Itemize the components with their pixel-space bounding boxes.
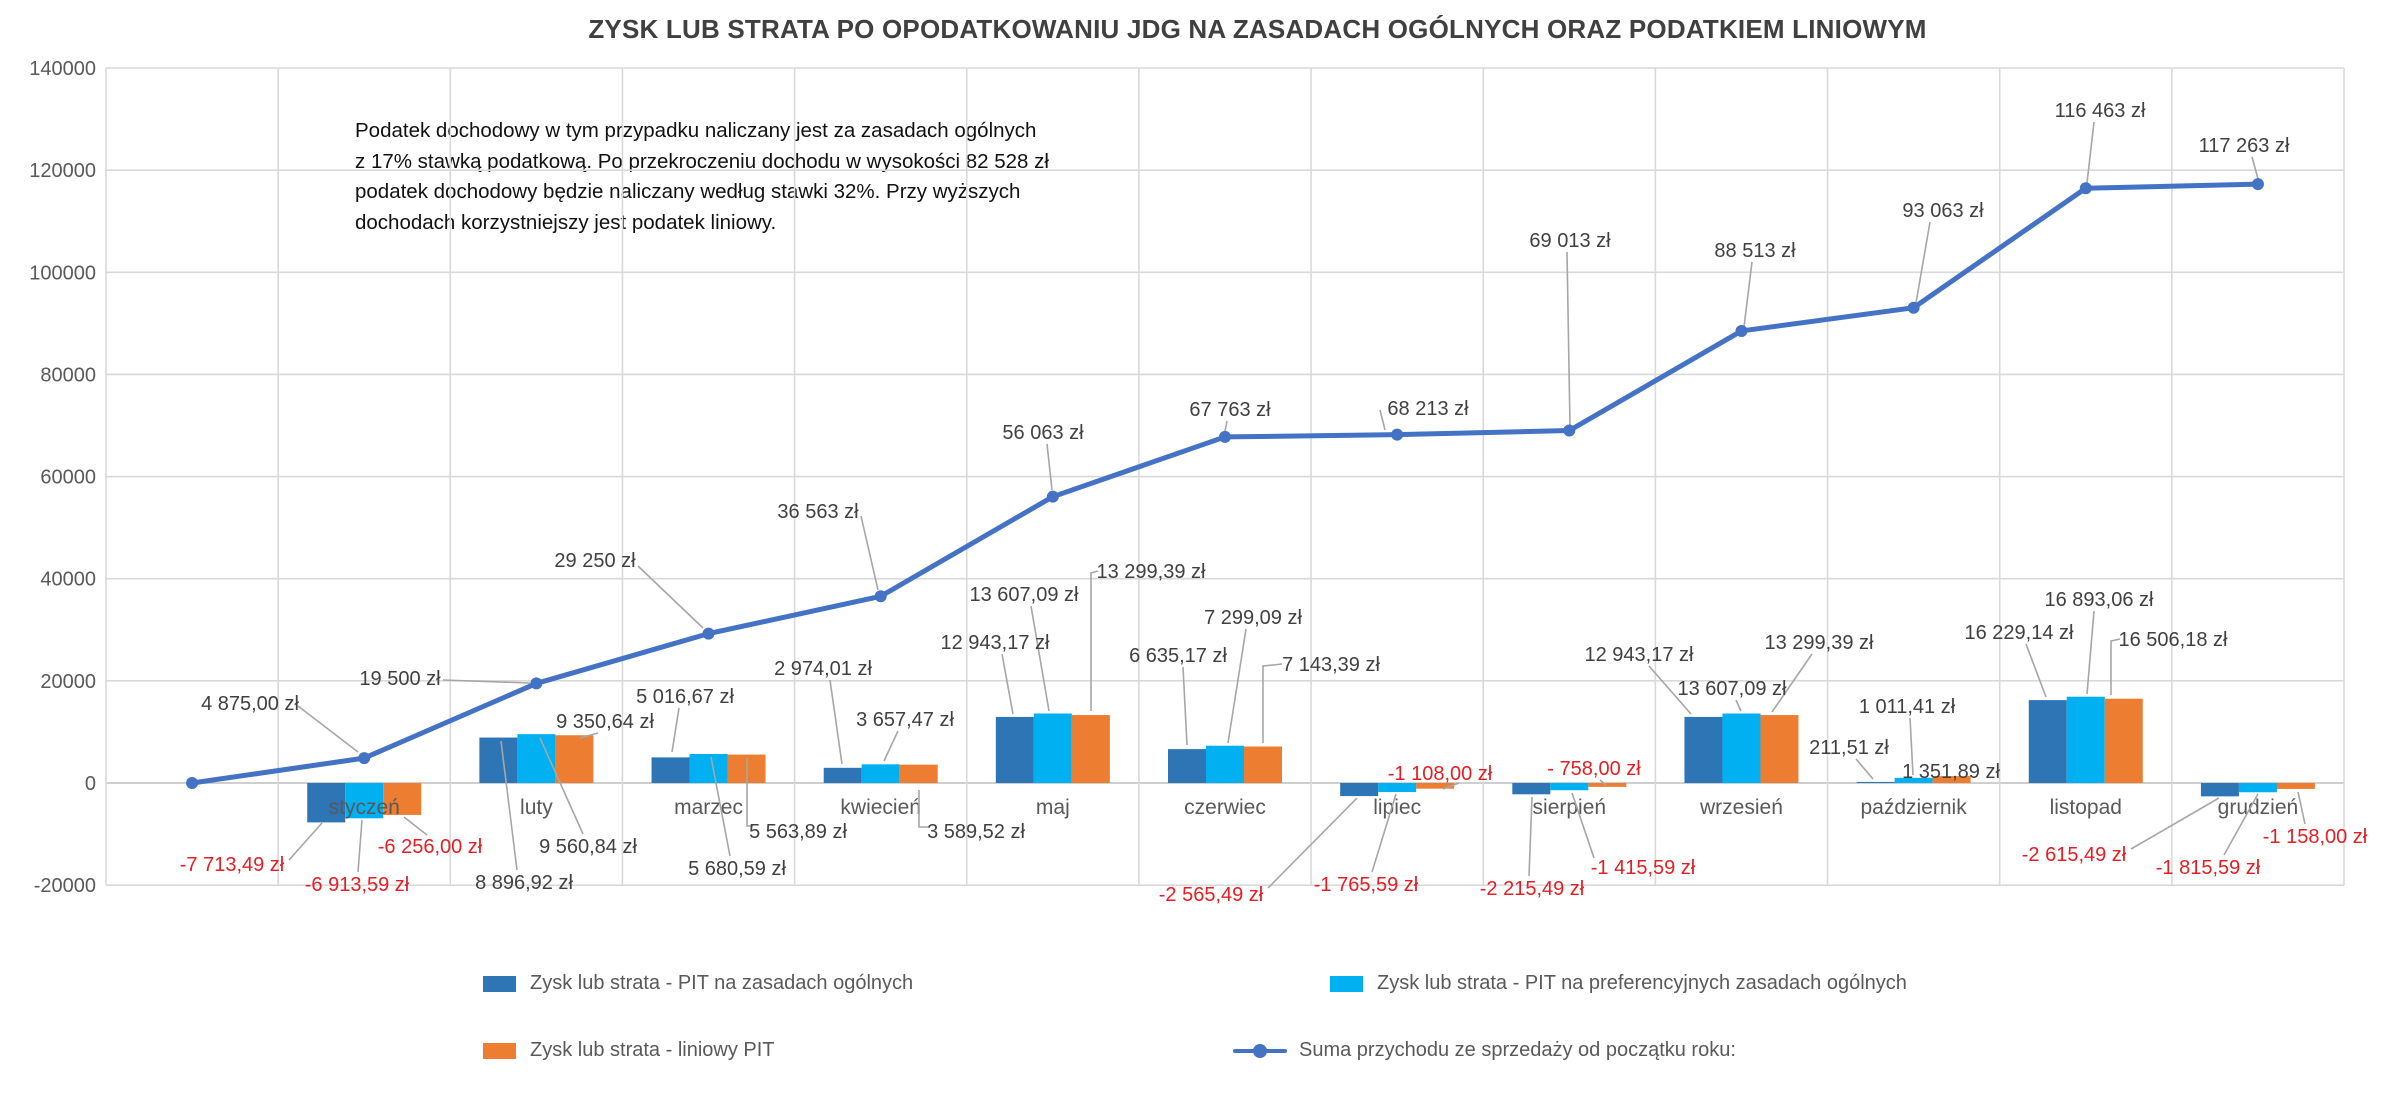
bar-3-sierpień[interactable] [1588, 783, 1626, 787]
bar-label: 1 351,89 zł [1902, 761, 2000, 783]
bar-3-maj[interactable] [1072, 715, 1110, 783]
leader-line [1856, 759, 1873, 779]
y-tick-label: 120000 [29, 160, 96, 183]
y-tick-label: -20000 [33, 875, 96, 898]
month-label: marzec [674, 796, 743, 819]
leader-line [1263, 664, 1282, 743]
annotation-line: podatek dochodowy będzie naliczany według stawki 32%. Przy wyższych [355, 180, 1021, 203]
leader-line [2131, 798, 2219, 849]
legend-line-marker-icon [1233, 1042, 1287, 1060]
bar-label: 2 974,01 zł [774, 658, 872, 680]
line-marker-8[interactable] [1563, 425, 1575, 437]
bar-2-sierpień[interactable] [1550, 783, 1588, 790]
line-label: 117 263 zł [2198, 135, 2290, 157]
y-tick-label: 100000 [29, 262, 96, 285]
leader-line [1002, 654, 1013, 714]
legend-item-liniowy-pit[interactable] [483, 1039, 775, 1062]
month-label: listopad [2049, 796, 2122, 819]
legend-item-pit-preferencyjne[interactable] [1330, 972, 1907, 995]
bar-label: -2 615,49 zł [2021, 844, 2127, 866]
x-axis-labels [329, 796, 2299, 819]
bar-2-listopad[interactable] [2067, 697, 2105, 783]
bar-label: -1 415,59 zł [1590, 857, 1696, 879]
chart-title: ZYSK LUB STRATA PO OPODATKOWANIU JDG NA ZASADACH OGÓLNYCH ORAZ PODATKIEM LINIOWYM [588, 14, 1927, 44]
line-marker-6[interactable] [1219, 431, 1231, 443]
bar-label: 1 011,41 zł [1858, 696, 1956, 718]
month-label: sierpień [1532, 796, 1607, 819]
bar-label: - 758,00 zł [1547, 758, 1641, 780]
bar-1-wrzesień[interactable] [1684, 717, 1722, 783]
line-marker-9[interactable] [1735, 325, 1747, 337]
y-tick-label: 20000 [40, 670, 96, 693]
legend-label: Zysk lub strata - liniowy PIT [530, 1039, 775, 1061]
bar-3-wrzesień[interactable] [1760, 715, 1798, 783]
bar-1-kwiecień[interactable] [824, 768, 862, 783]
legend-label: Suma przychodu ze sprzedaży od początku roku: [1299, 1039, 1736, 1061]
line-marker-4[interactable] [875, 590, 887, 602]
cumulative-revenue-line[interactable] [192, 184, 2258, 783]
leader-line [2087, 122, 2094, 183]
bar-label: -1 765,59 zł [1313, 874, 1419, 896]
leader-line [2298, 792, 2305, 824]
bar-label: -1 158,00 zł [2262, 826, 2368, 848]
bar-label: 16 506,18 zł [2118, 629, 2228, 651]
annotation-line: Podatek dochodowy w tym przypadku naliczany jest za zasadach ogólnych [355, 119, 1037, 142]
bar-label: 8 896,92 zł [475, 872, 573, 894]
bar-label: -2 215,49 zł [1479, 878, 1585, 900]
bar-2-wrzesień[interactable] [1722, 714, 1760, 783]
bar-label: 16 229,14 zł [1964, 622, 2074, 644]
bar-3-kwiecień[interactable] [900, 765, 938, 783]
bar-label: 12 943,17 zł [1584, 644, 1694, 666]
y-tick-label: 140000 [29, 58, 96, 81]
bar-label: 16 893,06 zł [2044, 589, 2154, 611]
bar-label: 9 350,64 zł [556, 711, 654, 733]
bar-label: -6 913,59 zł [304, 874, 410, 896]
line-marker-10[interactable] [1908, 302, 1920, 314]
month-label: luty [520, 796, 553, 819]
line-label: 93 063 zł [1902, 200, 1984, 222]
bar-label: -1 108,00 zł [1387, 763, 1493, 785]
bar-label: -2 565,49 zł [1158, 884, 1264, 906]
leader-line [1047, 444, 1052, 490]
leader-line [1567, 252, 1570, 426]
leader-line [1091, 571, 1098, 711]
y-tick-label: 60000 [40, 466, 96, 489]
y-tick-label: 0 [84, 773, 96, 795]
bar-1-grudzień[interactable] [2201, 783, 2239, 796]
bar-1-lipiec[interactable] [1340, 783, 1378, 796]
month-label: wrzesień [1700, 796, 1783, 819]
line-marker-0[interactable] [186, 777, 198, 789]
month-label: kwiecień [840, 796, 921, 819]
bar-label: 13 607,09 zł [969, 584, 1079, 606]
bar-label: 5 016,67 zł [636, 686, 734, 708]
bar-1-październik[interactable] [1857, 782, 1895, 783]
bar-label: 3 589,52 zł [927, 821, 1025, 843]
line-marker-1[interactable] [358, 752, 370, 764]
line-label: 29 250 zł [554, 550, 636, 572]
month-label: lipiec [1373, 796, 1422, 819]
line-label: 88 513 zł [1714, 240, 1796, 262]
bar-2-grudzień[interactable] [2239, 783, 2277, 792]
leader-line [1228, 629, 1246, 743]
bar-1-sierpień[interactable] [1512, 783, 1550, 794]
bar-label: 7 143,39 zł [1282, 654, 1380, 676]
leader-line [1736, 700, 1741, 711]
leader-line [830, 680, 842, 764]
bar-2-kwiecień[interactable] [862, 764, 900, 783]
line-label: 67 763 zł [1189, 399, 1271, 421]
bar-2-maj[interactable] [1034, 714, 1072, 783]
month-label: październik [1860, 796, 1967, 819]
bar-label: 13 299,39 zł [1764, 632, 1874, 654]
line-marker-5[interactable] [1047, 491, 1059, 503]
y-tick-label: 40000 [40, 568, 96, 591]
y-tick-label: 80000 [40, 364, 96, 387]
y-axis-labels [29, 58, 96, 897]
leader-line [884, 731, 898, 761]
leader-line [358, 820, 362, 872]
line-marker-2[interactable] [530, 677, 542, 689]
month-label: maj [1035, 796, 1070, 819]
bar-1-marzec[interactable] [652, 757, 690, 783]
bar-label: 12 943,17 zł [940, 632, 1050, 654]
legend-item-suma-przychodu[interactable] [1233, 1039, 1736, 1062]
month-label: styczeń [328, 796, 400, 819]
legend-swatch-cyan [1330, 976, 1363, 992]
leader-line [1916, 222, 1930, 303]
line-marker-11[interactable] [2080, 182, 2092, 194]
legend-item-pit-ogolne[interactable] [483, 972, 913, 995]
leader-line [2252, 157, 2258, 179]
legend-label: Zysk lub strata - PIT na zasadach ogólnych [530, 972, 914, 994]
leader-line [1225, 421, 1227, 431]
leader-line [404, 817, 427, 835]
line-marker-3[interactable] [703, 628, 715, 640]
leader-line [2026, 644, 2046, 697]
line-marker-12[interactable] [2252, 178, 2264, 190]
bar-3-listopad[interactable] [2105, 699, 2143, 783]
leader-line [298, 706, 358, 752]
leader-line [1380, 410, 1385, 430]
bar-label: -7 713,49 zł [179, 854, 285, 876]
bar-label: 9 560,84 zł [539, 836, 637, 858]
leader-line [289, 823, 322, 860]
bar-1-maj[interactable] [996, 717, 1034, 783]
bar-label: -1 815,59 zł [2155, 857, 2261, 879]
bar-label: 13 607,09 zł [1677, 678, 1787, 700]
line-label: 19 500 zł [359, 668, 441, 690]
bar-label: 7 299,09 zł [1204, 607, 1302, 629]
bar-label: 5 563,89 zł [749, 821, 847, 843]
legend-swatch-dark-blue [483, 976, 516, 992]
line-label: 56 063 zł [1002, 422, 1084, 444]
line-marker-7[interactable] [1391, 429, 1403, 441]
bar-label: 211,51 zł [1809, 737, 1889, 759]
legend-swatch-orange [483, 1043, 516, 1059]
line-label: 116 463 zł [2054, 100, 2146, 122]
month-label: czerwiec [1184, 796, 1266, 819]
bar-label: 3 657,47 zł [856, 709, 954, 731]
bar-3-czerwiec[interactable] [1244, 747, 1282, 783]
bar-label: -6 256,00 zł [377, 836, 483, 858]
annotation-line: z 17% stawką podatkową. Po przekroczeniu dochodu w wysokości 82 528 zł [355, 149, 1049, 173]
annotation-line: dochodach korzystniejszy jest podatek liniowy. [355, 210, 777, 234]
line-label: 4 875,00 zł [201, 693, 299, 715]
bar-3-grudzień[interactable] [2277, 783, 2315, 789]
bar-label: 6 635,17 zł [1129, 645, 1227, 667]
bar-3-luty[interactable] [555, 735, 593, 783]
leader-line [1183, 667, 1187, 745]
line-label: 36 563 zł [777, 501, 859, 523]
bar-label: 13 299,39 zł [1096, 561, 1206, 583]
leader-line [672, 708, 679, 752]
legend-label: Zysk lub strata - PIT na preferencyjnych zasadach ogólnych [1377, 972, 1907, 994]
bar-1-listopad[interactable] [2029, 700, 2067, 783]
bar-1-czerwiec[interactable] [1168, 749, 1206, 783]
line-label: 68 213 zł [1387, 398, 1469, 420]
bar-2-czerwiec[interactable] [1206, 746, 1244, 783]
leader-line [638, 566, 703, 628]
leader-line [1529, 797, 1532, 876]
month-label: grudzień [2217, 796, 2299, 819]
bar-label: 5 680,59 zł [688, 858, 786, 880]
bar-1-luty[interactable] [479, 738, 517, 783]
bar-2-marzec[interactable] [690, 754, 728, 783]
line-label: 69 013 zł [1529, 230, 1611, 252]
leader-line [1031, 606, 1049, 711]
